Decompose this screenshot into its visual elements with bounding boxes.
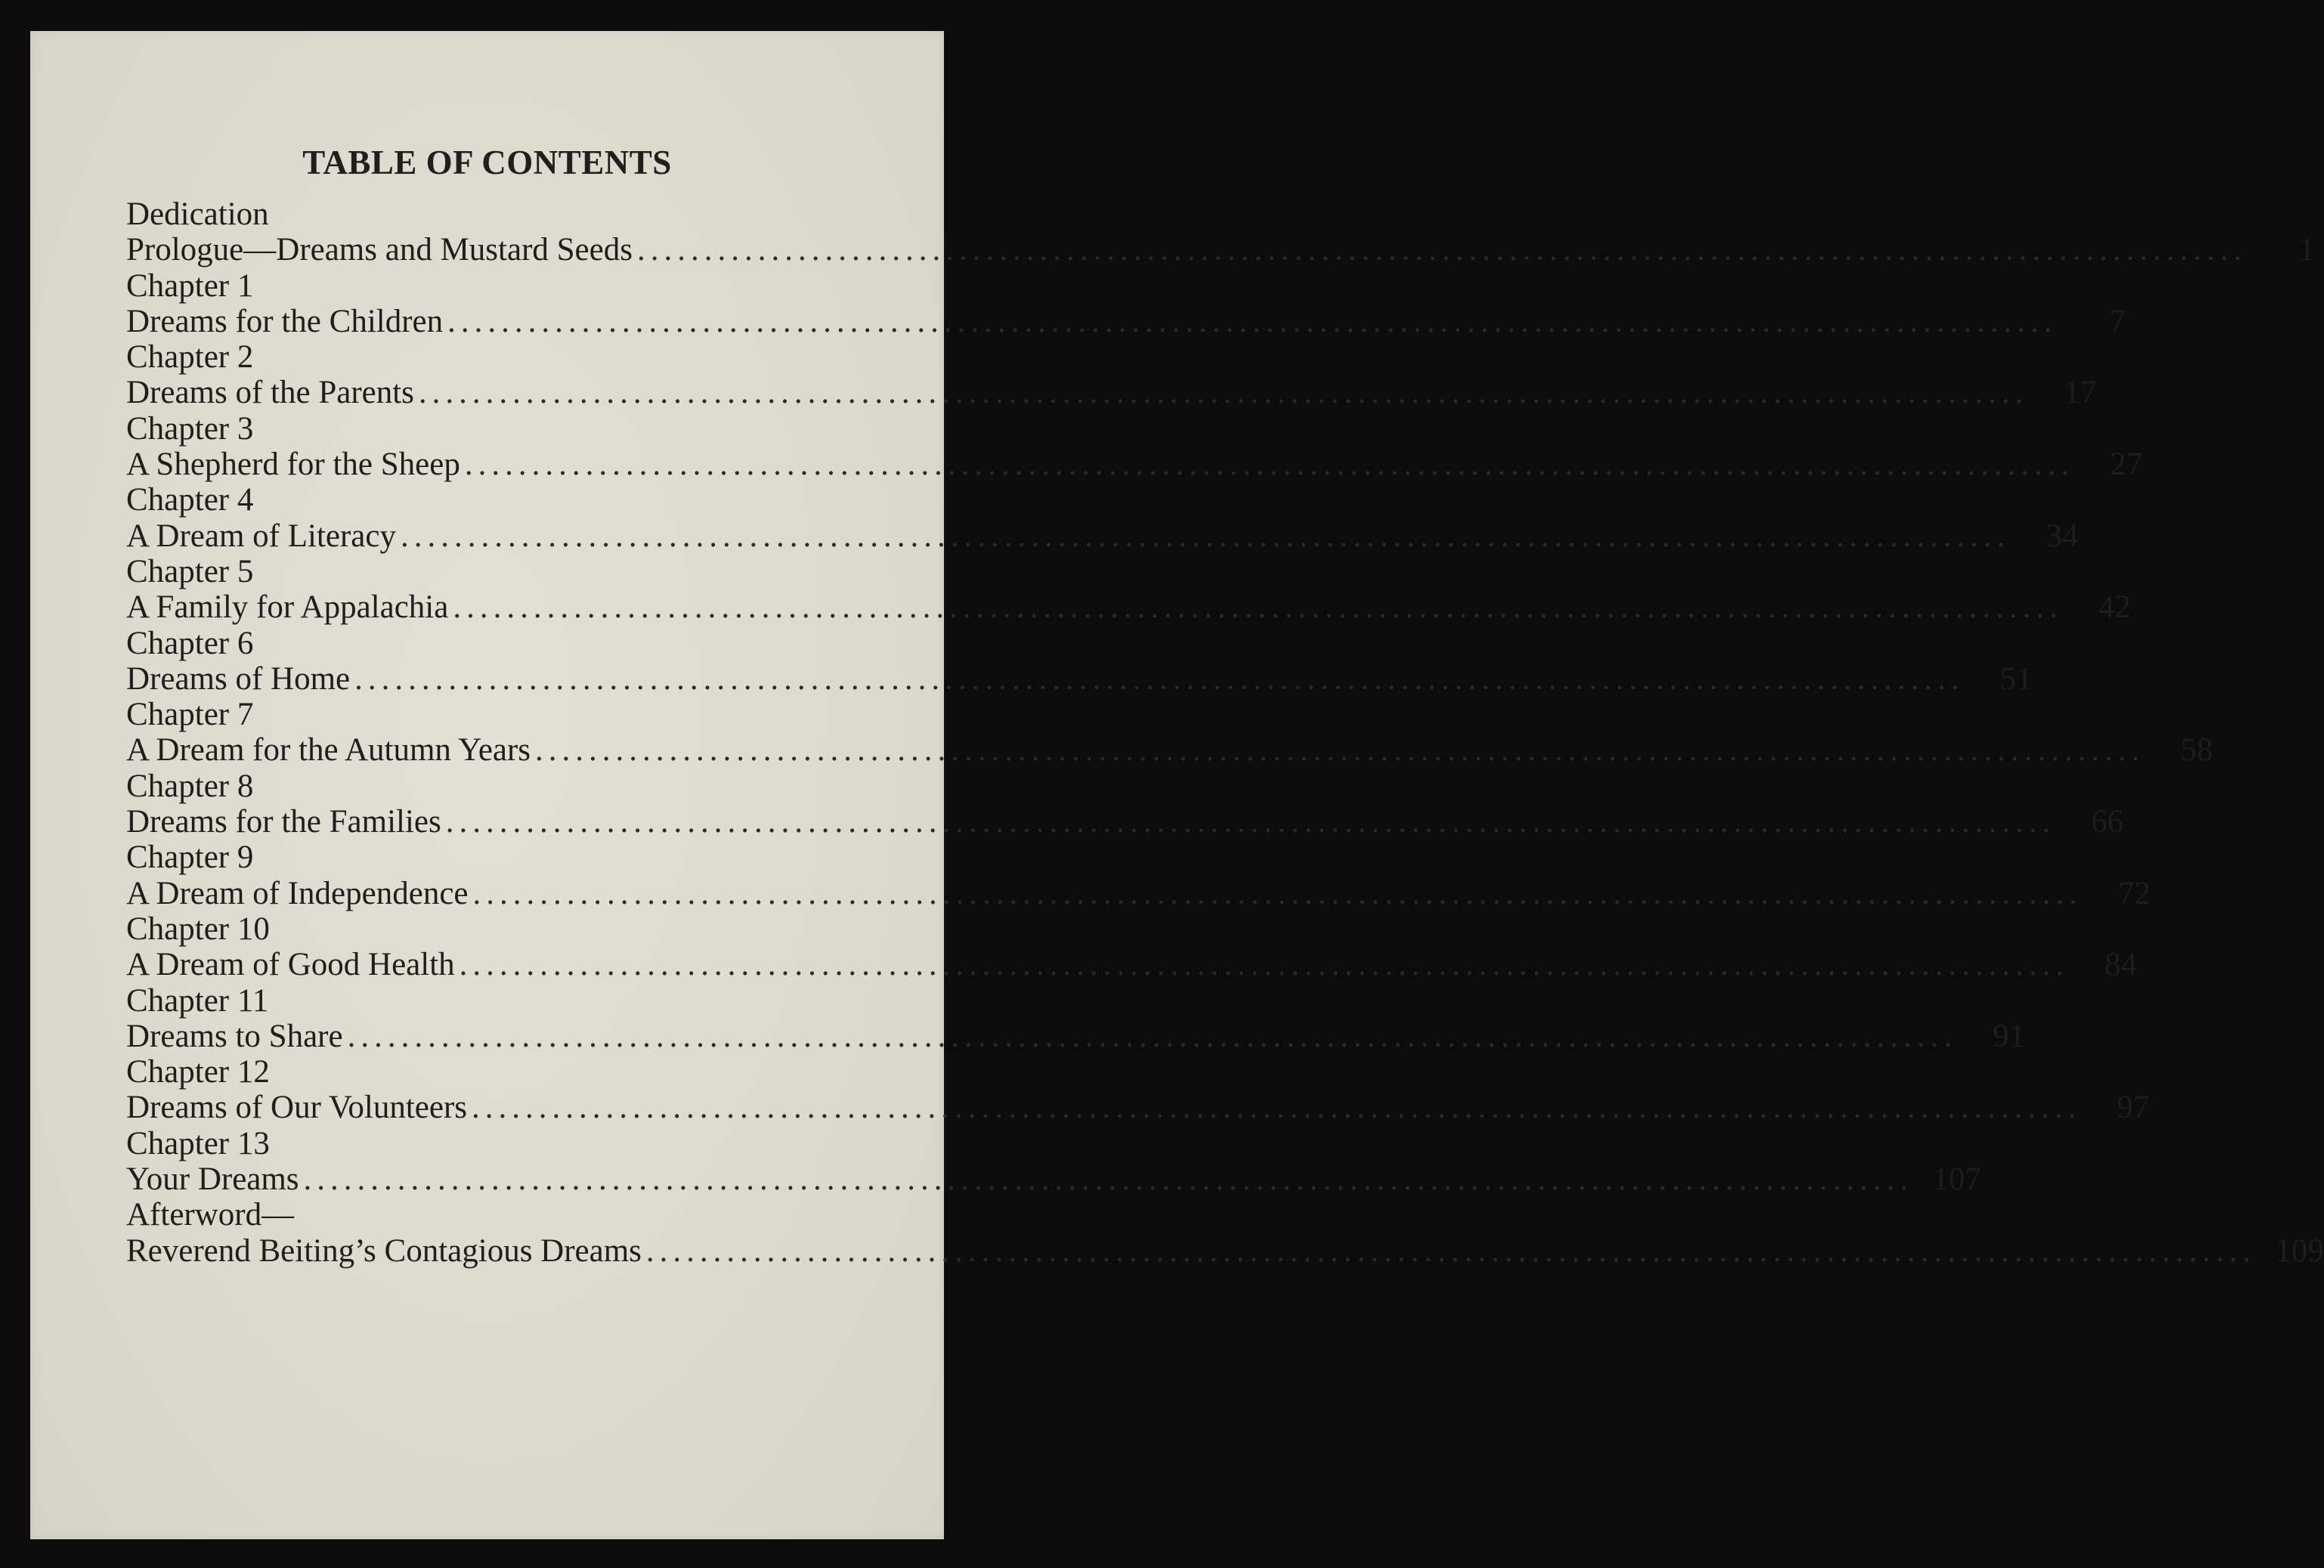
toc-entry [126, 840, 858, 875]
toc-page-number: 42 [2098, 589, 2131, 626]
dot-leader: ........................................................................................................................ [453, 589, 2063, 626]
page-title: TABLE OF CONTENTS [302, 144, 672, 181]
toc-entry [126, 1232, 2324, 1269]
dot-leader: ........................................................................................................................ [354, 660, 1965, 697]
toc-entry-label: Chapter 2 [126, 339, 254, 376]
dot-leader: ........................................................................................................................ [447, 303, 2058, 339]
toc-entry-label: Chapter 13 [126, 1125, 270, 1161]
toc-entry [126, 1054, 858, 1090]
toc-entry-label: A Dream of Literacy [126, 518, 396, 554]
toc-entry-label: Dreams for the Families [126, 804, 441, 840]
toc-entry-label: Chapter 1 [126, 268, 254, 304]
toc-entry [126, 482, 858, 518]
toc-entry-label: A Dream of Independence [126, 875, 469, 911]
toc-entry [126, 732, 2214, 769]
dot-leader: ........................................................................................................................ [472, 1090, 2082, 1126]
book-page [30, 31, 2324, 1539]
toc-entry-label: Afterword— [126, 1197, 295, 1233]
toc-entry [126, 804, 2124, 840]
toc-page-number: 27 [2109, 447, 2143, 483]
toc-entry-label: Dreams to Share [126, 1018, 343, 1054]
toc-entry [126, 626, 858, 661]
toc-page-number: 97 [2117, 1090, 2150, 1126]
toc-page-number: 72 [2118, 875, 2151, 911]
toc-entry [126, 447, 2143, 483]
toc-entry-label: Chapter 12 [126, 1054, 270, 1090]
dot-leader: ........................................................................................................................ [347, 1018, 1957, 1054]
toc-entry-label: Chapter 5 [126, 553, 254, 589]
dot-leader: ........................................................................................................................ [535, 732, 2146, 769]
toc-entry [126, 411, 858, 447]
toc-entry-label: Prologue—Dreams and Mustard Seeds [126, 232, 633, 268]
toc-page-number: 34 [2045, 518, 2078, 554]
toc-entry-label: Chapter 11 [126, 982, 269, 1019]
toc-page-number: 91 [1992, 1018, 2025, 1054]
toc-entry [126, 697, 858, 732]
toc-entry [126, 660, 2033, 697]
toc-entry [126, 303, 2126, 339]
toc-page-number: 51 [2000, 660, 2033, 697]
dot-leader: ........................................................................................................................ [636, 232, 2247, 268]
toc-entry [126, 875, 2151, 911]
toc-entry [126, 339, 858, 375]
toc-entry [126, 983, 858, 1019]
toc-entry-label: A Dream for the Autumn Years [126, 732, 531, 769]
toc-entry-label: Dreams of the Parents [126, 375, 414, 411]
dot-leader: ........................................................................................................................ [459, 947, 2069, 983]
toc-entry [126, 769, 858, 804]
toc-page-number: 109 [2275, 1232, 2324, 1269]
dot-leader: ........................................................................................................................ [303, 1161, 1914, 1198]
toc-entry-label: Dreams of Our Volunteers [126, 1090, 468, 1126]
toc-entry-label: Chapter 8 [126, 768, 254, 804]
toc-entry-label: A Shepherd for the Sheep [126, 447, 460, 483]
toc-page-number: 7 [2109, 303, 2126, 339]
toc-entry [126, 1161, 1982, 1198]
toc-entry [126, 518, 2078, 554]
dot-leader: ........................................................................................................................ [645, 1232, 2256, 1269]
toc-page-number: 58 [2180, 732, 2214, 769]
dot-leader: ........................................................................................................................ [418, 375, 2028, 411]
toc-entry [126, 1018, 2025, 1054]
toc-entry [126, 1126, 858, 1161]
toc-entry [126, 375, 2097, 411]
toc-entry [126, 196, 858, 232]
dot-leader: ........................................................................................................................ [400, 518, 2010, 554]
toc-entry-label: Chapter 4 [126, 482, 254, 518]
toc-entry-label: Dreams of Home [126, 660, 351, 697]
toc-entry-label: A Family for Appalachia [126, 589, 449, 626]
toc-entry-label: Chapter 6 [126, 625, 254, 661]
toc-entry-label: Dedication [126, 196, 269, 232]
dot-leader: ........................................................................................................................ [464, 447, 2075, 483]
toc-page-number: 17 [2063, 375, 2097, 411]
toc-entry [126, 554, 858, 589]
toc-entry-label: Chapter 7 [126, 697, 254, 733]
toc-page-number: 66 [2090, 804, 2124, 840]
toc-entry-label: Dreams for the Children [126, 303, 444, 339]
toc-entry-label: Reverend Beiting’s Contagious Dreams [126, 1232, 642, 1269]
toc-entry-label: Your Dreams [126, 1161, 299, 1198]
toc-entry-label: A Dream of Good Health [126, 947, 455, 983]
toc-page-number: 84 [2104, 947, 2137, 983]
toc-page-number: 1 [2298, 232, 2315, 268]
toc-entry [126, 232, 2315, 268]
toc-entry [126, 268, 858, 304]
toc-entry [126, 1197, 858, 1232]
toc-entry-label: Chapter 10 [126, 911, 270, 947]
toc-entry-label: Chapter 9 [126, 840, 254, 876]
table-of-contents [126, 196, 2324, 1269]
toc-entry [126, 911, 858, 947]
toc-page-number: 107 [1933, 1161, 1982, 1198]
dot-leader: ........................................................................................................................ [445, 804, 2056, 840]
dot-leader: ........................................................................................................................ [472, 875, 2083, 911]
toc-entry [126, 589, 2131, 626]
toc-entry [126, 947, 2137, 983]
toc-entry [126, 1090, 2150, 1126]
toc-entry-label: Chapter 3 [126, 410, 254, 447]
